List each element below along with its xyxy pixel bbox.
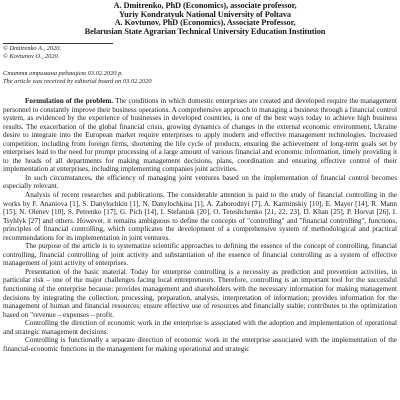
paragraph-text: Analysis of recent researches and publications. The considerable attention is paid to the study of financial controlling in the works by F. Ananiova [1], S. Danylochkin [1], N. Danylochkina [1], A. Zahorodnyi [7], A. Karminskiy [10], E. Mayer [14], R. Mann [15], N. Olenev [10], S. Petrenko [17], G. Pich [14], I. Stefaniuk [20], O. Tereshchenko [21, 22, 23], D. Khan [25], P. Horvat [26], I. Tsyhlyk [27] and others. However, it remains ambiguous to define the concepts of "controlling" and "financial controlling", functions, principles of financial controlling, which complicates the development of a comprehensive system of methodological and practical recommendations for its implementation in joint ventures. <box>3 191 397 242</box>
paragraph <box>3 319 397 336</box>
copyright-line: © Dmitrenko A., 2020. <box>3 45 62 52</box>
author-line: Yuriy Kondratyuk National University of Poltava <box>118 9 292 19</box>
paragraph-text: The conditions in which domestic enterprises are created and developed require the management personnel to constantly improve their business operations. A comprehensive approach to managing a business through a financial control system, as evidenced by the experience of businesses in developed countries, is one of the best ways today to achieve high business results. The exacerbation of the global financial crisis, growing dynamics of changes in the external economic environment, Ukraine desire to integrate into the European market require enterprises to apply modern and effective management technologies. Increased competition, including from foreign firms, shortening the life cycle of products, ensuring the achievement of long-term goals set by enterprises lead to the need for prompt processing of a large amount of various financial and economic information, timely providing it to the heads of all departments for making management decisions, plans, coordination and ensuring effective control of their implementation at enterprises, including implementing companies joint activities. <box>3 97 398 174</box>
paragraph-text: Controlling is functionally a separate direction of economic work in the enterprise associated with the implementation of the financial-economic functions in the management for making operational and strategic <box>3 336 397 353</box>
author-line: A. Dmitrenko, PhD (Economics), associate professor, <box>113 1 297 10</box>
received-note <box>3 70 152 85</box>
paragraph-text: Controlling the direction of economic work in the enterprise is associated with the adoption and implementation of operational and strategic management decisions. <box>3 319 397 336</box>
paragraph <box>3 268 397 319</box>
section-heading: Formulation of the problem. <box>25 97 114 105</box>
received-line: Стаття отримана редакцією 03.02.2020 р. <box>3 70 123 77</box>
paragraph <box>3 97 397 174</box>
copyright-block <box>3 45 61 60</box>
paragraph-text: The purpose of the article is to systematize scientific approaches to defining the essence of the concept of controlling, financial controlling, financial controlling of joint activity and substantiation of the essence of financial controlling as a system of effective management of joint activity of enterprises. <box>3 242 397 268</box>
received-line: The article was received by editorial board on 03.02.2020 <box>3 77 152 85</box>
paragraph-text: In such circumstances, the efficiency of managing joint ventures based on the implementation of financial control becomes especially relevant. <box>3 173 397 191</box>
author-line: A. Kovtunov, PhD (Economics), Associate Professor, <box>114 18 296 28</box>
paragraph <box>3 242 397 268</box>
divider <box>3 43 113 44</box>
author-block <box>40 2 370 36</box>
copyright-line: © Kovtunov O., 2020. <box>3 52 60 60</box>
paragraph <box>3 191 397 242</box>
paragraph <box>3 174 397 191</box>
article-body <box>3 97 397 353</box>
paragraph <box>3 336 397 353</box>
author-line: Belarusian State Agrarian Technical University Education Institution <box>84 26 326 36</box>
paragraph-text: Presentation of the basic material. Today for enterprise controlling is a necessity as prediction and prevention activities, in particular risk – one of the major challenges facing local entrepreneurs. Therefore, controlling is an important tool for the successful functioning of the enterprise because: provides management and shareholders with the necessary information for making management decisions by integrating the collection, processing, preparation, analysis, interpretation of information; provides information for the management of human and financial resources; ensure effective use of resources and financially stable; contributes to the optimization based on "revenue – expenses – profit. <box>3 267 397 319</box>
